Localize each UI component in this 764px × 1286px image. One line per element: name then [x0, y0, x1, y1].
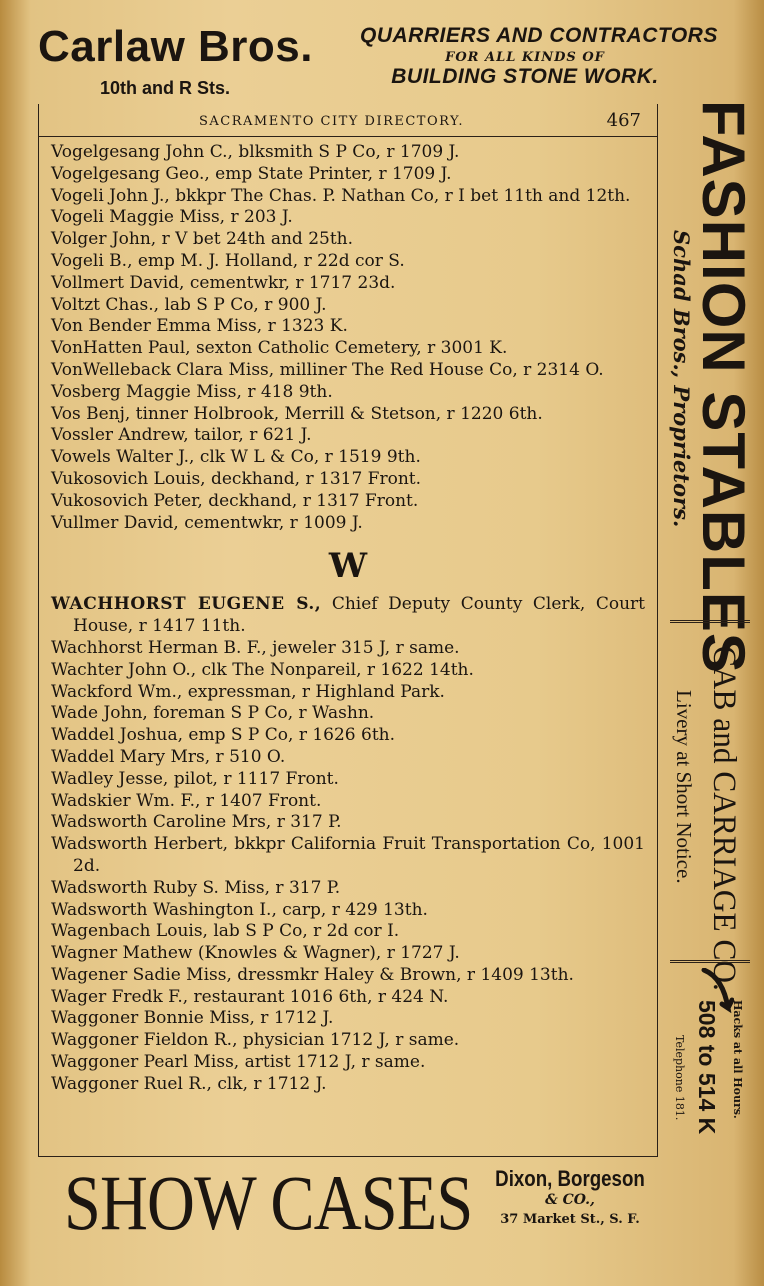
list-item: Von Bender Emma Miss, r 1323 K.	[51, 316, 348, 337]
advertiser-services	[360, 24, 718, 89]
list-item: Vollmert David, cementwkr, r 1717 23d.	[51, 272, 396, 293]
list-item: Wade John, foreman S P Co, r Washn.	[51, 703, 375, 724]
list-item: Vogelgesang John C., blksmith S P Co, r 1709 J.	[51, 142, 460, 162]
list-item: Waggoner Pearl Miss, artist 1712 J, r same.	[51, 1052, 426, 1073]
advertiser-address: 10th and R Sts.	[100, 78, 231, 98]
list-item: Wackford Wm., expressman, r Highland Park.	[51, 681, 445, 702]
list-item: Vogeli B., emp M. J. Holland, r 22d cor S.	[51, 250, 405, 271]
side-advertisement	[662, 100, 764, 1286]
fashion-stables: FASHION STABLES	[690, 100, 757, 674]
list-item: Wachhorst Herman B. F., jeweler 315 J, r same.	[51, 637, 460, 658]
stables-address: 508 to 514 K	[694, 1000, 720, 1135]
list-item: Vowels Walter J., clk W L & Co, r 1519 9th.	[51, 447, 421, 468]
list-item: Waggoner Ruel R., clk, r 1712 J.	[51, 1073, 327, 1094]
list-item: Waddel Joshua, emp S P Co, r 1626 6th.	[51, 725, 396, 746]
divider	[670, 620, 750, 623]
directory-entries	[51, 142, 645, 1096]
header-rule	[39, 136, 657, 137]
divider	[670, 960, 750, 963]
list-item: Vogeli Maggie Miss, r 203 J.	[51, 207, 293, 228]
telephone: Telephone 181.	[673, 1035, 686, 1121]
list-item: Wadsworth Washington I., carp, r 429 13th.	[51, 899, 428, 920]
cab-carriage: CAB and CARRIAGE CO.	[706, 646, 742, 991]
hacks-notice: Hacks at all Hours.	[731, 1000, 744, 1119]
dixon-name: Dixon, Borgeson	[495, 1166, 645, 1191]
list-item: Vosberg Maggie Miss, r 418 9th.	[51, 381, 333, 402]
dixon-co: & CO.,	[545, 1192, 595, 1208]
list-item: Waggoner Bonnie Miss, r 1712 J.	[51, 1008, 334, 1029]
list-item: Volger John, r V bet 24th and 25th.	[51, 229, 354, 250]
services-line-3: BUILDING STONE WORK.	[391, 65, 659, 88]
services-line-2: FOR ALL KINDS OF	[445, 50, 605, 65]
services-line-1: QUARRIERS AND CONTRACTORS	[360, 24, 718, 47]
list-item: VonHatten Paul, sexton Catholic Cemetery, r 3001 K.	[51, 338, 508, 359]
page-number: 467	[606, 110, 641, 131]
advertiser-name: Carlaw Bros.	[38, 22, 313, 71]
list-item: Waggoner Fieldon R., physician 1712 J, r same.	[51, 1030, 460, 1051]
list-item: VonWelleback Clara Miss, milliner The Red House Co, r 2314 O.	[51, 359, 604, 380]
page-header	[39, 108, 657, 132]
list-item: Vukosovich Peter, deckhand, r 1317 Front.	[51, 490, 419, 511]
section-letter: W	[328, 546, 368, 587]
list-item: Wachter John O., clk The Nonpareil, r 1622 14th.	[51, 659, 474, 680]
list-item: Wadsworth Ruby S. Miss, r 317 P.	[51, 877, 341, 898]
list-item	[51, 594, 645, 638]
dixon-ad	[480, 1166, 660, 1227]
list-item: Vos Benj, tinner Holbrook, Merrill & Stetson, r 1220 6th.	[51, 403, 543, 424]
list-item: Wadsworth Caroline Mrs, r 317 P.	[51, 812, 342, 833]
dixon-address: 37 Market St., S. F.	[500, 1212, 640, 1227]
directory-frame	[38, 104, 658, 1157]
list-item: Wadley Jesse, pilot, r 1117 Front.	[51, 768, 339, 789]
bottom-advertisement	[60, 1158, 660, 1258]
list-item: Vukosovich Louis, deckhand, r 1317 Front.	[51, 468, 422, 489]
list-item: Waddel Mary Mrs, r 510 O.	[51, 746, 286, 767]
list-item: Wager Fredk F., restaurant 1016 6th, r 424 N.	[51, 986, 449, 1007]
running-head: SACRAMENTO CITY DIRECTORY.	[199, 114, 465, 129]
bold-entry-details: Chief Deputy County Clerk, Court House, r 1417 11th.	[73, 594, 645, 637]
list-item: Vogelgesang Geo., emp State Printer, r 1709 J.	[51, 163, 452, 184]
list-item: Wagenbach Louis, lab S P Co, r 2d cor I.	[51, 921, 400, 942]
list-item: Wagner Mathew (Knowles & Wagner), r 1727 J.	[51, 943, 460, 964]
entries-w-list	[51, 638, 645, 1096]
list-item: Wadsworth Herbert, bkkpr California Fruit Transportation Co, 1001 2d.	[51, 834, 645, 876]
entries-v-list	[51, 142, 645, 534]
bold-entry-name: WACHHORST EUGENE S.,	[51, 594, 322, 615]
list-item: Voltzt Chas., lab S P Co, r 900 J.	[51, 294, 327, 315]
list-item: Vullmer David, cementwkr, r 1009 J.	[51, 512, 363, 533]
show-cases-title: SHOW CASES	[64, 1159, 473, 1246]
list-item: Vossler Andrew, tailor, r 621 J.	[51, 425, 312, 446]
list-item: Wadskier Wm. F., r 1407 Front.	[51, 790, 322, 811]
list-item: Vogeli John J., bkkpr The Chas. P. Nathan Co, r I bet 11th and 12th.	[51, 185, 631, 206]
proprietors: Schad Bros., Proprietors.	[669, 230, 694, 528]
livery-notice: Livery at Short Notice.	[672, 690, 696, 884]
list-item: Wagener Sadie Miss, dressmkr Haley & Brown, r 1409 13th.	[51, 964, 574, 985]
top-advertisement	[30, 18, 718, 100]
